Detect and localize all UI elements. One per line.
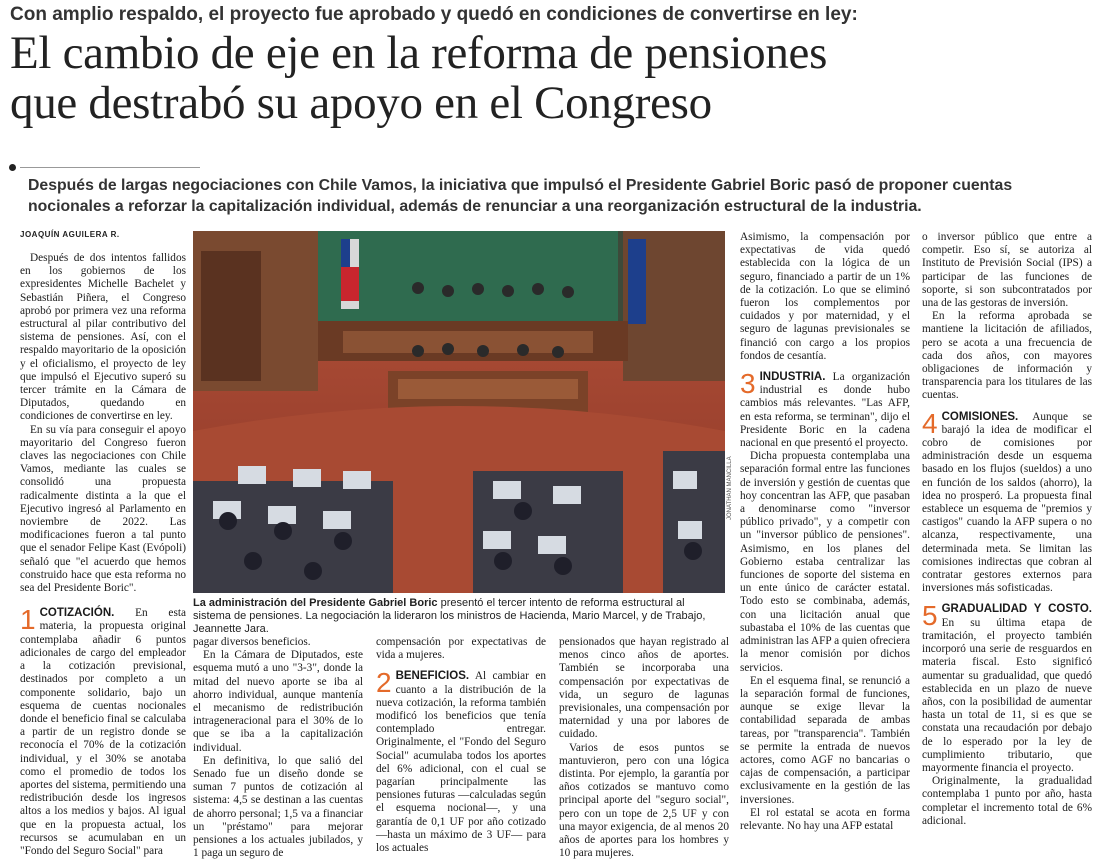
lede-bullet [9,164,16,171]
headline-line-1: El cambio de eje en la reforma de pensiones [10,27,828,79]
section-text: En su última etapa de tramitación, el proyecto también incorporó una serie de resguardos en materia fiscal. Esto significó aumentar su gradualidad, que quedó establecida en un plazo de nueve años, con la posibilidad de aumentar hasta un total de 11, si es que se constata una recaudación por debajo de lo esperado por la ley de cumplimiento tributario, que mayormente financia el proyecto. [922,616,1092,774]
section-industria [740,368,910,450]
section-text: Aunque se barajó la idea de modificar el cobro de comisiones por administración desde un esquema basado en los flujos (sueldos) a uno en función de los saldos (ahorro), la idea no prosperó. La propuesta final establece un esquema de "premios y castigos" cuando la AFP supera o no alcanza, respectivamente, una determinada meta. Se limitan las comisiones indirectas que cobran al contratar gestores externos para inversiones más sofisticadas. [922,410,1092,595]
paragraph: o inversor público que entre a competir. Eso sí, se autoriza al Instituto de Previsión Social (IPS) a participar de las funciones de soporte, si son subcontratados por una de las gestoras de inversión. [922,231,1092,310]
column-5 [740,231,910,833]
paragraph: En el esquema final, se renunció a la separación formal de funciones, aunque se exige llevar la contabilidad separada de ambas tareas, por "transparencia". También se permite la entrada de nuevos actores, como AGF no bancarias o cajas de compensación, a participar exclusivamente en la gestión de las inversiones. [740,674,910,806]
headline-line-2: que destrabó su apoyo en el Congreso [10,77,712,129]
byline: JOAQUÍN AGUILERA R. [20,230,120,239]
section-cotizacion [20,604,186,858]
photo-caption [193,597,725,636]
photo-credit: JONATHAN MANCILLA [727,456,733,520]
kicker: Con amplio respaldo, el proyecto fue aprobado y quedó en condiciones de convertirse en ley: [10,4,858,25]
section-title: COTIZACIÓN. [39,607,115,620]
paragraph: En su vía para conseguir el apoyo mayoritario del Congreso fueron claves las negociaciones con Chile Vamos, mediante las cuales se consolidó una propuesta radicalmente distinta a la que el Ejecutivo ingresó al Parlamento en noviembre de 2022. Las modificaciones fueron a tal punto que el senador Felipe Kast (Evópoli) señaló que "el acuerdo que hemos construido hace que esta reforma no sea del Presidente Boric". [20,423,186,595]
column-6 [922,231,1092,828]
paragraph: compensación por expectativas de vida a mujeres. [376,636,546,662]
section-beneficios [376,667,546,855]
section-number: 4 [922,407,938,439]
paragraph: Después de dos intentos fallidos en los gobiernos de los expresidentes Michelle Bachelet y Sebastián Piñera, el Congreso aprobó por primera vez una reforma estructural al pilar contributivo del sistema de pensiones. Así, con el respaldo mayoritario de la oposición y el oficialismo, el proyecto de ley que impulsó el Ejecutivo superó su tercer trámite en la Cámara de Diputados, quedando en condiciones de convertirse en ley. [20,252,186,423]
paragraph: pagar diversos beneficios. [193,636,311,648]
paragraph: En la reforma aprobada se mantiene la licitación de afiliados, pero se acota a una frecuencia de cada dos años, con mayores obligaciones de información y transparencia para los titulares de las cuentas. [922,310,1092,402]
paragraph: En definitiva, lo que salió del Senado fue un diseño donde se suman 7 puntos de cotización al sistema: 4,5 se destinan a las cuentas de ahorro personal; 1,5 va a financiar un "préstamo" para mejorar pensiones a los actuales jubilados, y 1 paga un seguro de [193,754,363,860]
section-text: La organización industrial es donde hubo cambios más relevantes. "Las AFP, en esta reforma, se terminan", dijo el Presidente Boric en la cadena nacional en que presentó el proyecto. [740,371,910,450]
section-text: Al cambiar en cuanto a la distribución de la nueva cotización, la reforma también modificó los beneficios que tenía contemplado entregar. Originalmente, el "Fondo del Seguro Social" acumulaba todos los aportes del 6% adicional, con el cual se pagarían principalmente las pensiones futuras —calculadas según el esquema nocional—, y una garantía de 0,1 UF por año cotizado —hasta un máximo de 3 UF— para los actuales [376,670,546,855]
section-gradualidad [922,600,1092,775]
column-3 [376,636,546,855]
paragraph: Varios de esos puntos se mantuvieron, pero con una lógica distinta. Por ejemplo, la garantía por años cotizados se mantuvo como principal aporte del "seguro social", pero con un tope de 2,5 UF y con una mayor exigencia, de al menos 20 años de aportes para los hombres y 10 para mujeres. [559,741,729,860]
section-title: INDUSTRIA. [759,371,826,384]
paragraph: Asimismo, la compensación por expectativas de vida quedó establecida con la lógica de un seguro, financiado a partir de un 1% de la cotización. Lo que se eliminó fueron los complementos por cuidados y por maternidad, y el seguro de lagunas previsionales se financió con cargo a los propios fondos de cesantía. [740,231,910,362]
column-4 [559,636,729,860]
caption-text: presentó el tercer intento de reforma estructural al sistema de pensiones. La negociación la lideraron los ministros de Hacienda, Mario Marcel, y de Trabajo, Jeannette Jara. [193,597,706,635]
section-text: En esta materia, la propuesta original contemplaba añadir 6 puntos adicionales de cargo del empleador a la cotización previsional, destinados por completo a un componente solidario, bajo un esquema de cuentas nocionales donde el beneficio final se calculaba a partir de un registro donde se reconocía el 70% de la cotización individual, y el 30% se anotaba como el promedio de todos los aportes del sistema, permitiendo una redistribución desde los ingresos altos a los medios y bajos. Al igual que en la propuesta actual, los recursos se acumulaban en un "Fondo del Seguro Social" para [20,607,186,857]
section-comisiones [922,407,1092,596]
paragraph: En la Cámara de Diputados, este esquema mutó a uno "3-3", donde la mitad del nuevo aporte se iba al ahorro individual, aunque mantenía el mecanismo de redistribución intrageneracional para el 30% de lo que se iba a la capitalización individual. [193,649,363,754]
section-title: GRADUALIDAD Y COSTO. [941,603,1092,616]
paragraph: pensionados que hayan registrado al menos cinco años de aportes. También se incorporaba una compensación por expectativas de vida, un seguro de lagunas previsionales, una compensación por maternidad y una por labores de cuidado. [559,636,729,741]
congress-photo [193,231,725,593]
paragraph: El rol estatal se acota en forma relevante. No hay una AFP estatal [740,806,910,832]
paragraph: Originalmente, la gradualidad contemplaba 1 punto por año, hasta completar el incremento total de 6% adicional. [922,775,1092,827]
congress-chamber-image [193,231,725,593]
section-number: 3 [740,368,756,400]
section-title: COMISIONES. [941,410,1019,423]
column-2 [193,636,363,860]
lede-rule [20,167,200,168]
section-number: 2 [376,667,392,699]
section-number: 5 [922,600,938,632]
column-1 [20,252,186,858]
paragraph: Dicha propuesta contemplaba una separación formal entre las funciones de inversión y gestión de cuentas que hoy concentran las AFP, que pasaban a denominarse como "inversor público privado", y a competir con un "inversor público de pensiones". Asimismo, en los planes del Gobierno estaba centralizar las funciones de soporte del sistema en un ente único de carácter estatal. Todo esto se combinaba, además, con una licitación anual que subastaba el 10% de las cuentas que administran las AFP a quien ofreciera la menor comisión por dichos servicios. [740,450,910,674]
caption-lead: La administración del Presidente Gabriel Boric [193,597,438,609]
section-number: 1 [20,604,36,636]
lede: Después de largas negociaciones con Chile Vamos, la iniciativa que impulsó el Presidente Gabriel Boric pasó de proponer cuentas nocionales a reforzar la capitalización individual, además de renunciar a una reorganización estructural de la industria. [28,177,1013,215]
headline [10,28,1095,128]
section-title: BENEFICIOS. [395,670,470,683]
